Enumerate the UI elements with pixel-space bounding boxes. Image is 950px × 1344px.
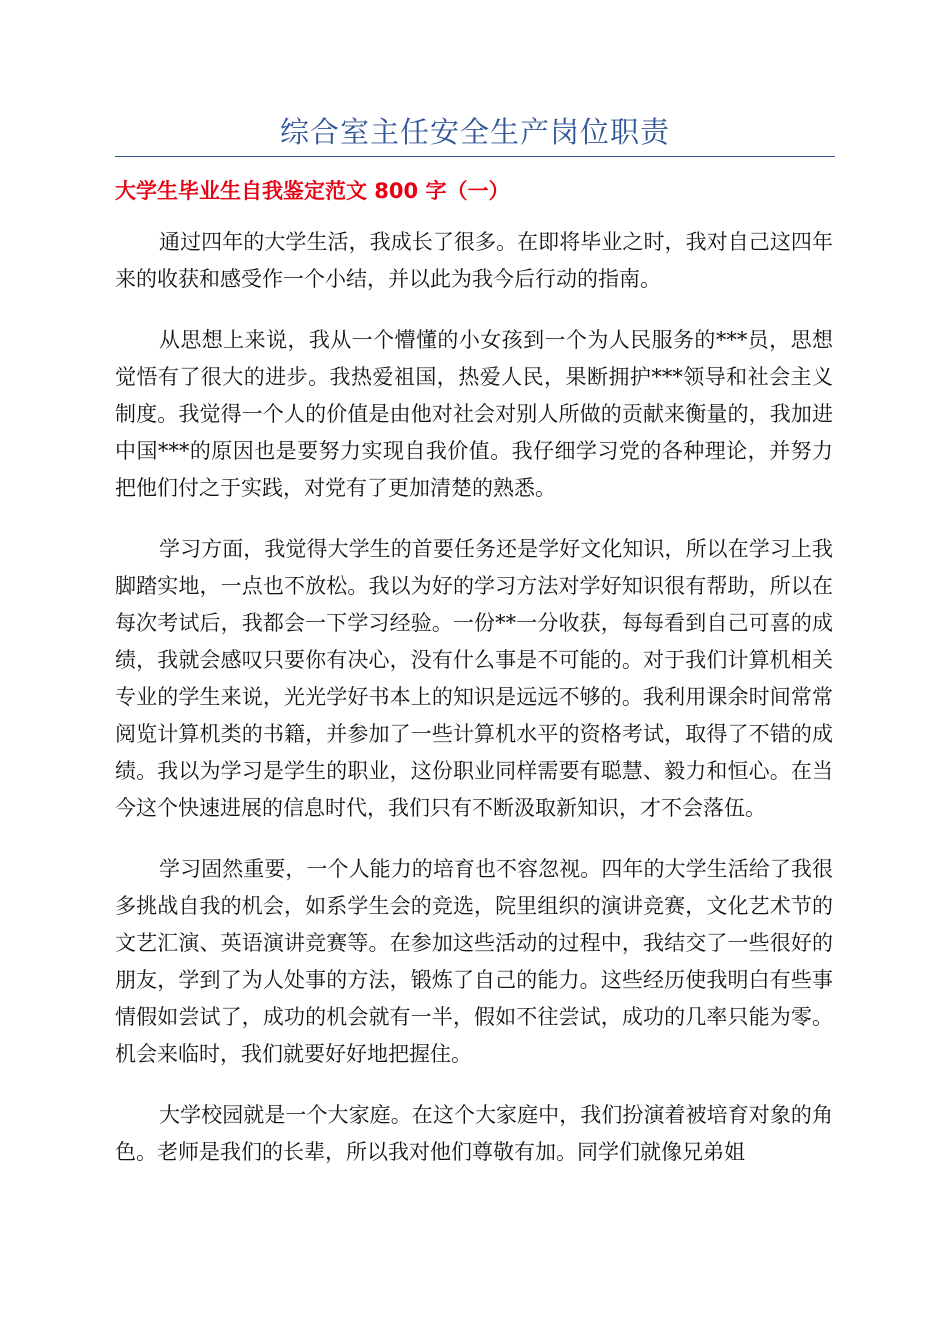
body-text <box>115 224 833 1195</box>
paragraph-3: 学习方面，我觉得大学生的首要任务还是学好文化知识，所以在学习上我脚踏实地，一点也不放松。我以为好的学习方法对学好知识很有帮助，所以在每次考试后，我都会一下学习经验。一份**一分收获，每每看到自己可喜的成绩，我就会感叹只要你有决心，没有什么事是不可能的。对于我们计算机相关专业的学生来说，光光学好书本上的知识是远远不够的。我利用课余时间常常阅览计算机类的书籍，并参加了一些计算机水平的资格考试，取得了不错的成绩。我以为学习是学生的职业，这份职业同样需要有聪慧、毅力和恒心。在当今这个快速进展的信息时代，我们只有不断汲取新知识，才不会落伍。 <box>115 537 833 820</box>
document-title: 综合室主任安全生产岗位职责 <box>279 115 670 149</box>
paragraph-2: 从思想上来说，我从一个懵懂的小女孩到一个为人民服务的***员，思想觉悟有了很大的进步。我热爱祖国，热爱人民，果断拥护***领导和社会主义制度。我觉得一个人的价值是由他对社会对别人所做的贡献来衡量的，我加进中国***的原因也是要努力实现自我价值。我仔细学习党的各种理论，并努力把他们付之于实践，对党有了更加清楚的熟悉。 <box>115 328 833 500</box>
paragraph-5: 大学校园就是一个大家庭。在这个大家庭中，我们扮演着被培育对象的角色。老师是我们的长辈，所以我对他们尊敬有加。同学们就像兄弟姐 <box>115 1103 833 1164</box>
paragraph-4: 学习固然重要，一个人能力的培育也不容忽视。四年的大学生活给了我很多挑战自我的机会，如系学生会的竞选，院里组织的演讲竞赛，文化艺术节的文艺汇演、英语演讲竞赛等。在参加这些活动的过程中，我结交了一些很好的朋友，学到了为人处事的方法，锻炼了自己的能力。这些经历使我明白有些事情假如尝试了，成功的机会就有一半，假如不往尝试，成功的几率只能为零。机会来临时，我们就要好好地把握住。 <box>115 857 833 1066</box>
section-heading: 大学生毕业生自我鉴定范文 800 字（一） <box>115 179 510 203</box>
paragraph-1: 通过四年的大学生活，我成长了很多。在即将毕业之时，我对自己这四年来的收获和感受作一个小结，并以此为我今后行动的指南。 <box>115 230 833 291</box>
title-underline <box>115 156 835 157</box>
